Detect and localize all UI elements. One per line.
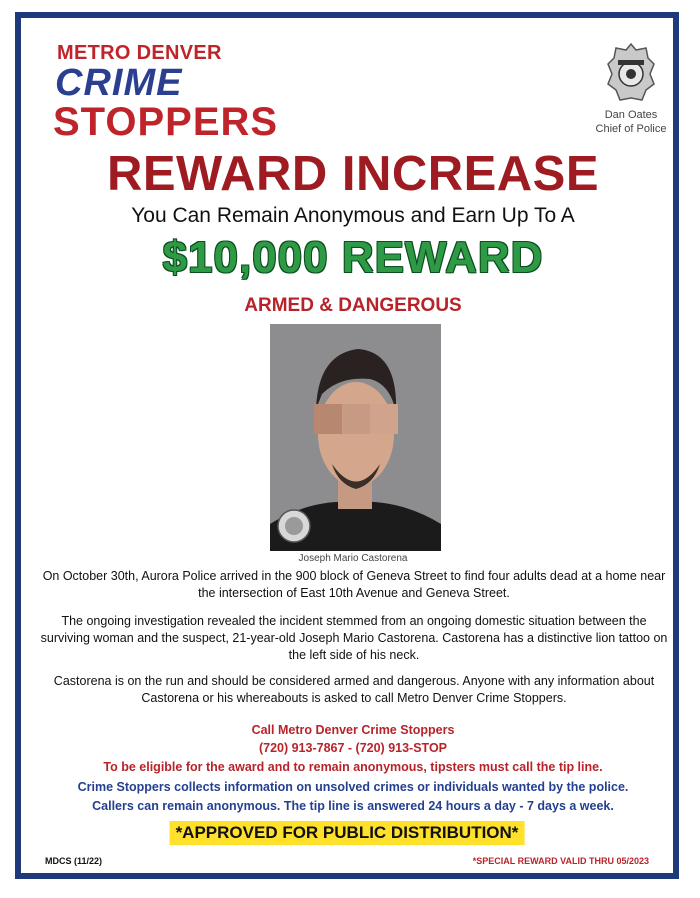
info-collects: Crime Stoppers collects information on unsolved crimes or individuals wanted by the police.: [77, 780, 629, 794]
reward-amount: $10,000 REWARD: [162, 233, 544, 282]
headline: REWARD INCREASE: [106, 147, 600, 201]
footer-validity: *SPECIAL REWARD VALID THRU 05/2023: [472, 856, 649, 866]
suspect-photo: [270, 324, 441, 551]
logo-stoppers: STOPPERS: [53, 100, 279, 144]
crime-stoppers-logo: [51, 42, 281, 152]
paragraph-request: Castorena is on the run and should be considered armed and dangerous. Anyone with any information about Castorena or his whereabouts is asked to call Metro Denver Crime Stoppers.: [53, 674, 655, 705]
call-heading: Call Metro Denver Crime Stoppers: [251, 723, 455, 737]
subheadline: You Can Remain Anonymous and Earn Up To A: [131, 204, 575, 227]
chief-name: Dan Oates: [604, 109, 658, 121]
logo-metro-denver: METRO DENVER: [57, 42, 222, 64]
tip-line-phones[interactable]: (720) 913-7867 - (720) 913-STOP: [258, 741, 448, 755]
photo-caption: Joseph Mario Castorena: [298, 553, 408, 564]
poster-frame: [15, 12, 679, 879]
footer-code: MDCS (11/22): [45, 856, 103, 866]
chief-title: Chief of Police: [595, 123, 667, 135]
info-anonymous: Callers can remain anonymous. The tip line is answered 24 hours a day - 7 days a week.: [92, 799, 614, 813]
paragraph-investigation: The ongoing investigation revealed the incident stemmed from an ongoing domestic situation between the surviving woman and the suspect, 21-year-old Joseph Mario Castorena. Castorena has a distinctive lion tattoo on the left side of his neck.: [40, 614, 668, 662]
chief-of-police: [581, 108, 681, 136]
police-badge-icon: [606, 42, 656, 106]
logo-crime: CRIME: [55, 62, 183, 104]
armed-warning: ARMED & DANGEROUS: [244, 295, 462, 316]
paragraph-incident: On October 30th, Aurora Police arrived in the 900 block of Geneva Street to find four adults dead at a home near the intersection of East 10th Avenue and Geneva Street.: [42, 569, 666, 600]
eligibility-note: To be eligible for the award and to remain anonymous, tipsters must call the tip line.: [103, 760, 603, 774]
approved-banner: *APPROVED FOR PUBLIC DISTRIBUTION*: [170, 821, 525, 845]
